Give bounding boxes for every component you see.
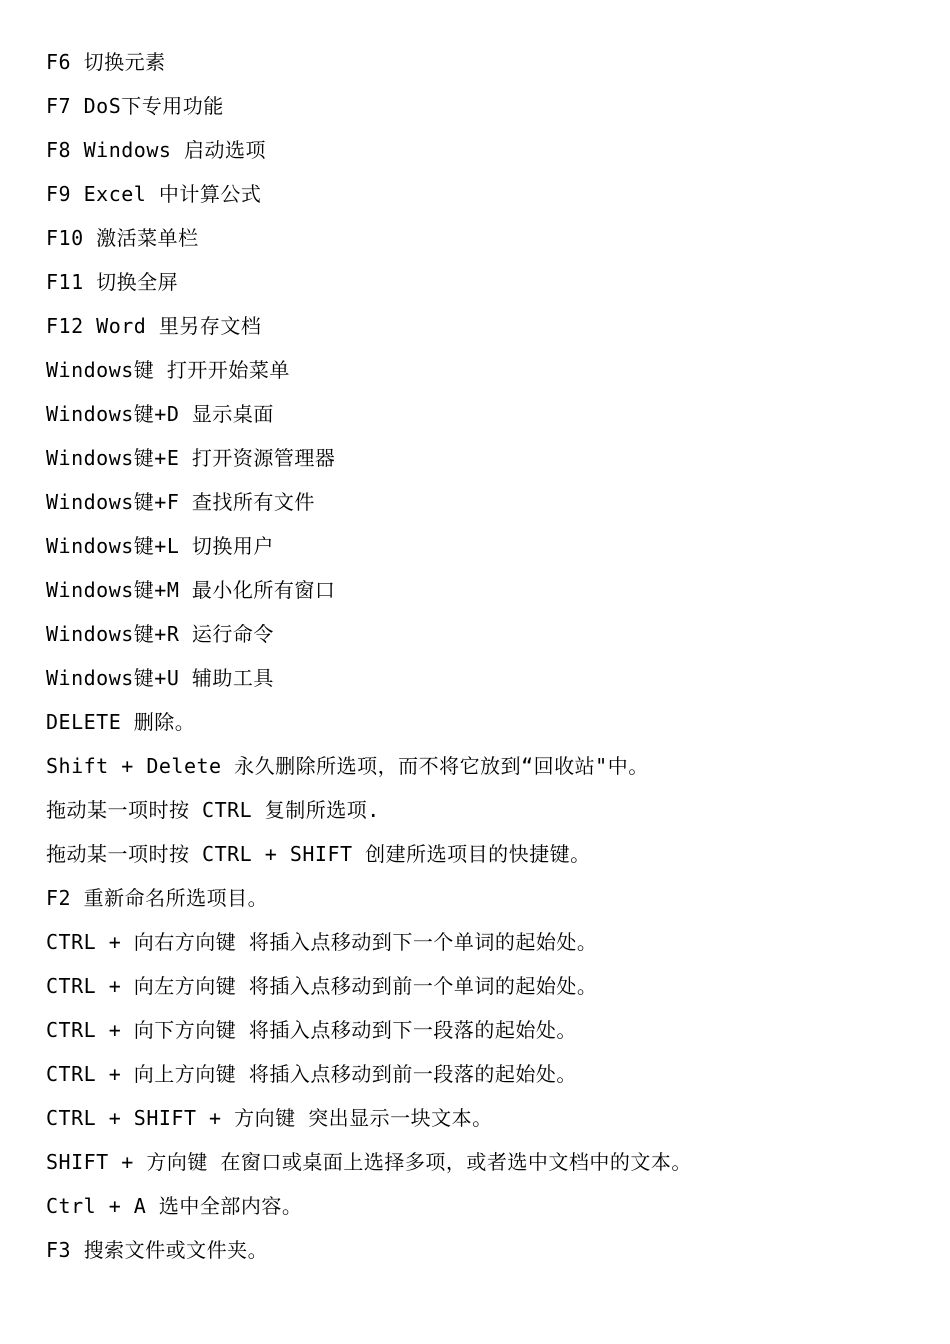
shortcut-line: Windows键+M 最小化所有窗口 — [46, 578, 336, 602]
shortcut-line: CTRL + 向上方向键 将插入点移动到前一段落的起始处。 — [46, 1062, 577, 1086]
shortcut-line: Windows键+D 显示桌面 — [46, 402, 274, 426]
shortcut-line: F3 搜索文件或文件夹。 — [46, 1238, 269, 1262]
shortcut-line: F10 激活菜单栏 — [46, 226, 199, 250]
shortcut-line: Windows键+R 运行命令 — [46, 622, 274, 646]
shortcut-line: 拖动某一项时按 CTRL 复制所选项. — [46, 798, 380, 822]
shortcut-line: 拖动某一项时按 CTRL + SHIFT 创建所选项目的快捷键。 — [46, 842, 591, 866]
shortcut-line: F12 Word 里另存文档 — [46, 314, 262, 338]
shortcut-list — [46, 40, 926, 1272]
shortcut-line: F7 DoS下专用功能 — [46, 94, 224, 118]
shortcut-line: F2 重新命名所选项目。 — [46, 886, 269, 910]
shortcut-line: CTRL + 向下方向键 将插入点移动到下一段落的起始处。 — [46, 1018, 577, 1042]
shortcut-line: Windows键+L 切换用户 — [46, 534, 274, 558]
shortcut-line: Windows键+E 打开资源管理器 — [46, 446, 336, 470]
shortcut-line: SHIFT + 方向键 在窗口或桌面上选择多项，或者选中文档中的文本。 — [46, 1150, 692, 1174]
shortcut-line: F6 切换元素 — [46, 50, 166, 74]
shortcut-line: CTRL + 向右方向键 将插入点移动到下一个单词的起始处。 — [46, 930, 598, 954]
shortcut-line: Windows键+F 查找所有文件 — [46, 490, 315, 514]
shortcut-line: DELETE 删除。 — [46, 710, 196, 734]
shortcut-line: CTRL + 向左方向键 将插入点移动到前一个单词的起始处。 — [46, 974, 598, 998]
shortcut-line: Windows键+U 辅助工具 — [46, 666, 274, 690]
shortcut-line: F9 Excel 中计算公式 — [46, 182, 262, 206]
shortcut-line: Ctrl + A 选中全部内容。 — [46, 1194, 303, 1218]
shortcut-line: Windows键 打开开始菜单 — [46, 358, 290, 382]
shortcut-line: F8 Windows 启动选项 — [46, 138, 266, 162]
shortcut-line: Shift + Delete 永久删除所选项，而不将它放到“回收站"中。 — [46, 754, 649, 778]
shortcut-line: CTRL + SHIFT + 方向键 突出显示一块文本。 — [46, 1106, 493, 1130]
shortcut-line: F11 切换全屏 — [46, 270, 179, 294]
